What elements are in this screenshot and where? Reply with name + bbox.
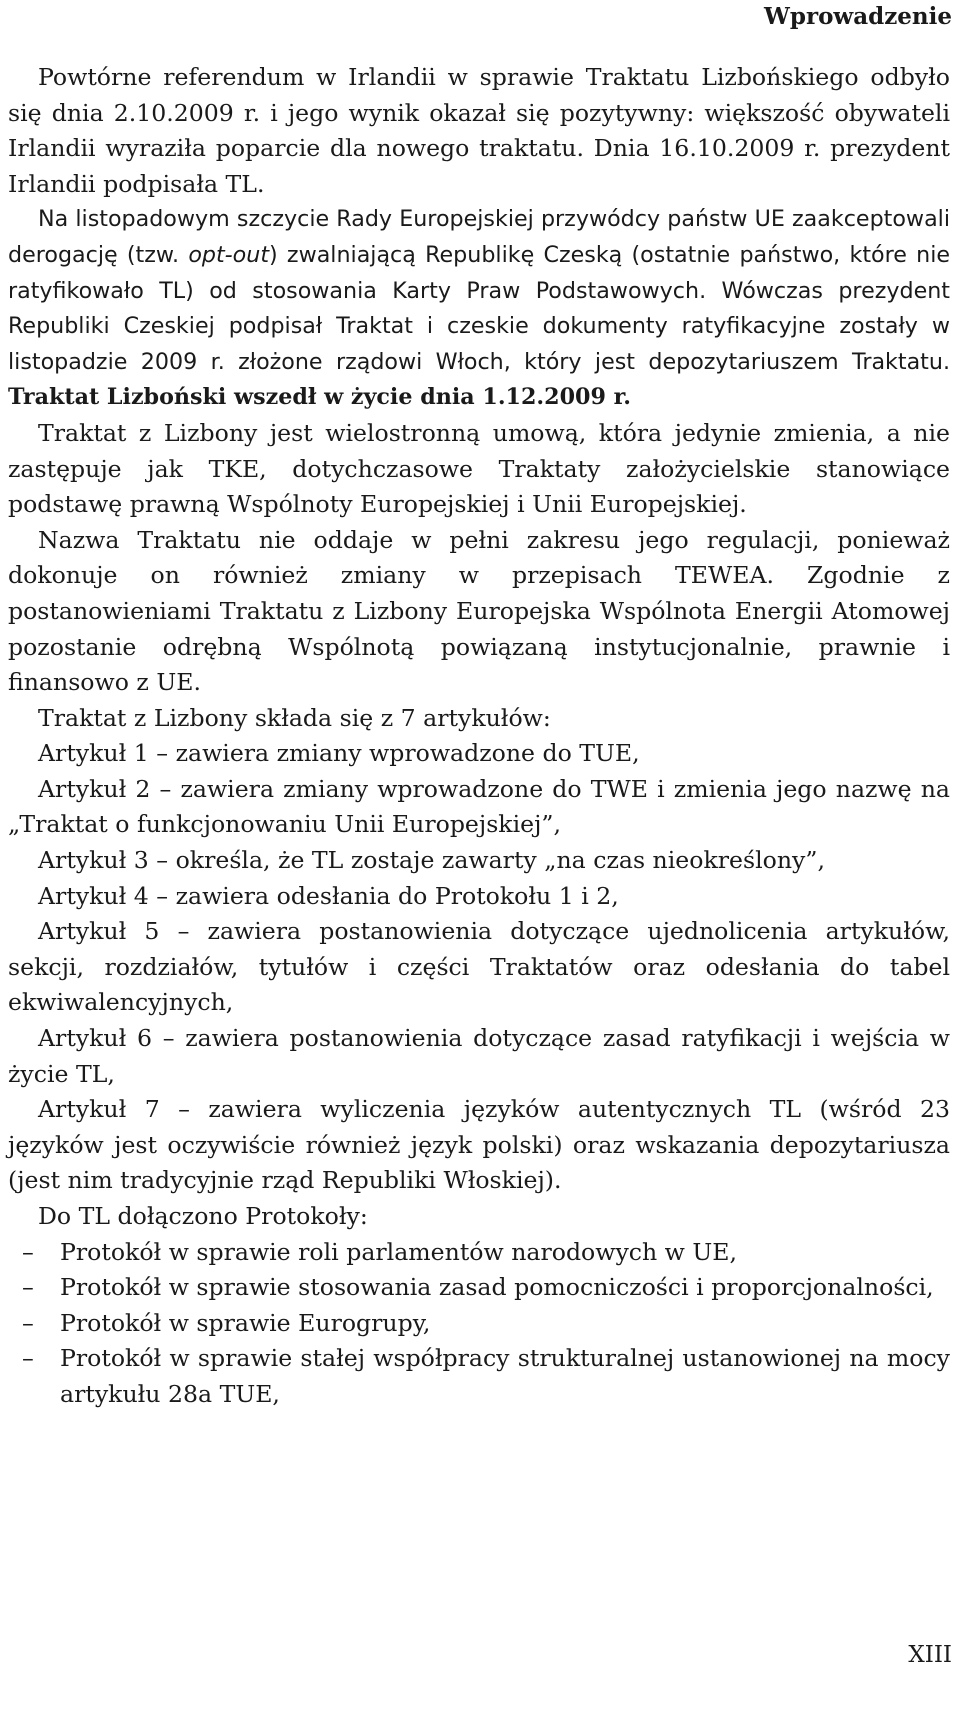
article-item: Artykuł 3 – określa, że TL zostaje zawarty „na czas nieokreślony”,: [38, 846, 825, 875]
protocol-item-text: Protokół w sprawie Eurogrupy,: [60, 1308, 431, 1337]
protocol-item-text: Protokół w sprawie roli parlamentów narodowych w UE,: [60, 1237, 737, 1266]
running-head: Wprowadzenie: [764, 3, 952, 30]
protocol-item: [8, 1270, 950, 1306]
protocol-item: [8, 1306, 950, 1342]
list-dash: –: [22, 1344, 34, 1373]
list-dash: –: [22, 1237, 34, 1266]
paragraph-treaty-name: Nazwa Traktatu nie oddaje w pełni zakresu jego regulacji, ponieważ dokonuje on również zmiany w przepisach TEWEA. Zgodnie z postanowieniami Traktatu z Lizbony Europejska Wspólnota Energii Atomowej pozostanie odrębną Wspólnotą powiązaną instytucjonalnie, prawnie i finansowo z UE.: [8, 525, 950, 697]
protocol-item-text: Protokół w sprawie stosowania zasad pomocniczości i proporcjonalności,: [60, 1273, 934, 1302]
protocol-list: [8, 1235, 950, 1413]
article-item: Artykuł 7 – zawiera wyliczenia języków autentycznych TL (wśród 23 języków jest oczywiście również język polski) oraz wskazania depozytariusza (jest nim tradycyjnie rząd Republiki Włoskiej).: [8, 1095, 950, 1195]
entry-into-force-statement: Traktat Lizboński wszedł w życie dnia 1.12.2009 r.: [8, 384, 631, 411]
article-item: Artykuł 2 – zawiera zmiany wprowadzone do TWE i zmienia jego nazwę na „Traktat o funkcjonowaniu Unii Europejskiej”,: [8, 774, 950, 839]
protocol-item: [8, 1235, 950, 1271]
paragraph-council-summit-part-1: Na listopadowym szczycie Rady Europejskiej przywódcy państw UE zaakceptowali derogację (tzw.: [8, 206, 950, 268]
paragraph-referendum: Powtórne referendum w Irlandii w sprawie Traktatu Lizbońskiego odbyło się dnia 2.10.2009 r. i jego wynik okazał się pozytywny: większość obywateli Irlandii wyraziła poparcie dla nowego traktatu. Dnia 16.10.2009 r. prezydent Irlandii podpisała TL.: [8, 63, 950, 198]
article-item: Artykuł 1 – zawiera zmiany wprowadzone do TUE,: [38, 739, 640, 768]
opt-out-term: opt-out: [188, 241, 270, 268]
article-item: Artykuł 4 – zawiera odesłania do Protokołu 1 i 2,: [38, 881, 619, 910]
paragraph-council-summit-part-2: ) zwalniającą Republikę Czeską (ostatnie państwo, które nie ratyfikowało TL) od stosowania Karty Praw Podstawowych. Wówczas prezydent Republiki Czeskiej podpisał Traktat i czeskie dokumenty ratyfikacyjne zostały w listopadzie 2009 r. złożone rządowi Włoch, który jest depozytariuszem Traktatu.: [8, 241, 951, 375]
body-text: [8, 60, 950, 1413]
article-item: Artykuł 6 – zawiera postanowienia dotyczące zasad ratyfikacji i wejścia w życie TL,: [8, 1024, 950, 1088]
protocol-item: [8, 1341, 950, 1412]
paragraph-treaty-nature: Traktat z Lizbony jest wielostronną umową, która jedynie zmienia, a nie zastępuje jak TKE, dotychczasowe Traktaty założycielskie stanowiące podstawę prawną Wspólnoty Europejskiej i Unii Europejskiej.: [8, 418, 950, 519]
protocols-intro: Do TL dołączono Protokoły:: [38, 1202, 368, 1230]
articles-intro: Traktat z Lizbony składa się z 7 artykułów:: [38, 703, 551, 732]
page-number: XIII: [908, 1642, 952, 1668]
protocol-item-text: Protokół w sprawie stałej współpracy strukturalnej ustanowionej na mocy artykułu 28a TUE,: [60, 1344, 950, 1408]
list-dash: –: [22, 1273, 34, 1302]
article-item: Artykuł 5 – zawiera postanowienia dotyczące ujednolicenia artykułów, sekcji, rozdziałów, tytułów i części Traktatów oraz odesłania do tabel ekwiwalencyjnych,: [8, 917, 950, 1017]
list-dash: –: [22, 1308, 34, 1337]
paragraph-council-summit: [8, 202, 950, 416]
